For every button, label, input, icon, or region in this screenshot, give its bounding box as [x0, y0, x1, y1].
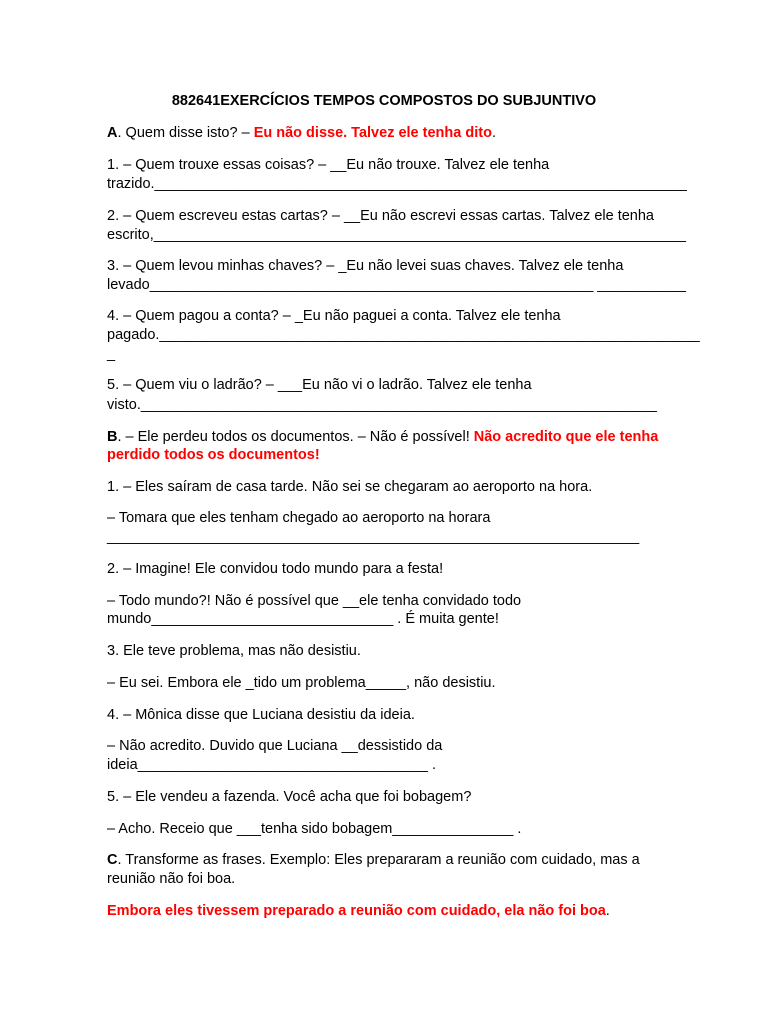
section-a-letter: A	[107, 125, 118, 141]
section-c-heading	[107, 851, 640, 869]
section-b-item-2-statement: 2. – Imagine! Ele convidou todo mundo para a festa!	[107, 561, 444, 577]
section-a-item-3-question: 3. – Quem levou minhas chaves? – _Eu não levei suas chaves. Talvez ele tenha	[107, 258, 624, 274]
section-b-item-1-response-blank: __________________________________________________________________	[107, 529, 640, 545]
section-b-item-2-response-blank: mundo______________________________ . É muita gente!	[107, 611, 499, 627]
section-c-period: .	[605, 903, 610, 919]
section-a-item-2-question: 2. – Quem escreveu estas cartas? – __Eu não escrevi essas cartas. Talvez ele tenha	[107, 208, 654, 224]
section-a-heading	[107, 124, 496, 142]
section-b-item-4-response-blank: ideia____________________________________ .	[107, 757, 437, 773]
section-b-item-3-statement: 3. Ele teve problema, mas não desistiu.	[107, 643, 361, 659]
section-b-item-1-statement: 1. – Eles saíram de casa tarde. Não sei se chegaram ao aeroporto na hora.	[107, 479, 593, 495]
section-a-item-4-answer: pagado.___________________________________________________________________	[107, 327, 700, 343]
section-b-item-5-response: – Acho. Receio que ___tenha sido bobagem_______________ .	[107, 821, 522, 837]
page-title: 882641EXERCÍCIOS TEMPOS COMPOSTOS DO SUBJUNTIVO	[171, 93, 597, 109]
section-b-item-4-statement: 4. – Mônica disse que Luciana desistiu da ideia.	[107, 707, 415, 723]
section-b-example-answer-line2: perdido todos os documentos!	[107, 447, 320, 463]
section-a-period: .	[491, 125, 496, 141]
section-b-example-answer-line1: Não acredito que ele tenha	[473, 429, 659, 445]
section-b-item-4-response: – Não acredito. Duvido que Luciana __dessistido da	[107, 738, 443, 754]
section-c-letter: C	[107, 852, 118, 868]
section-a-prompt: . Quem disse isto? –	[117, 125, 254, 141]
section-b-letter: B	[107, 429, 118, 445]
section-c-prompt-line1: . Transforme as frases. Exemplo: Eles prepararam a reunião com cuidado, mas a	[117, 852, 640, 868]
section-b-heading	[107, 428, 658, 446]
section-a-item-3-answer: levado_______________________________________________________ ___________	[107, 277, 686, 293]
section-a-item-4-question: 4. – Quem pagou a conta? – _Eu não paguei a conta. Talvez ele tenha	[107, 308, 561, 324]
section-b-item-2-response: – Todo mundo?! Não é possível que __ele tenha convidado todo	[107, 593, 522, 609]
section-c-example-answer: Embora eles tivessem preparado a reunião com cuidado, ela não foi boa	[107, 903, 606, 919]
section-c-example	[107, 902, 610, 920]
section-a-example-answer: Eu não disse. Talvez ele tenha dito	[253, 125, 492, 141]
section-b-item-3-response: – Eu sei. Embora ele _tido um problema_____, não desistiu.	[107, 675, 496, 691]
section-b-item-1-response: – Tomara que eles tenham chegado ao aeroporto na horara	[107, 510, 491, 526]
section-b-prompt: . – Ele perdeu todos os documentos. – Não é possível!	[117, 429, 474, 445]
section-a-item-5-question: 5. – Quem viu o ladrão? – ___Eu não vi o ladrão. Talvez ele tenha	[107, 377, 532, 393]
section-a-item-5-answer: visto.________________________________________________________________	[107, 397, 657, 413]
section-a-item-4-answer-overflow: _	[107, 346, 116, 362]
section-a-item-1-answer: trazido.__________________________________________________________________	[107, 176, 687, 192]
section-c-prompt-line2: reunião não foi boa.	[107, 871, 236, 887]
section-b-item-5-statement: 5. – Ele vendeu a fazenda. Você acha que foi bobagem?	[107, 789, 472, 805]
section-a-item-2-answer: escrito,__________________________________________________________________	[107, 227, 686, 243]
section-a-item-1-question: 1. – Quem trouxe essas coisas? – __Eu não trouxe. Talvez ele tenha	[107, 157, 550, 173]
